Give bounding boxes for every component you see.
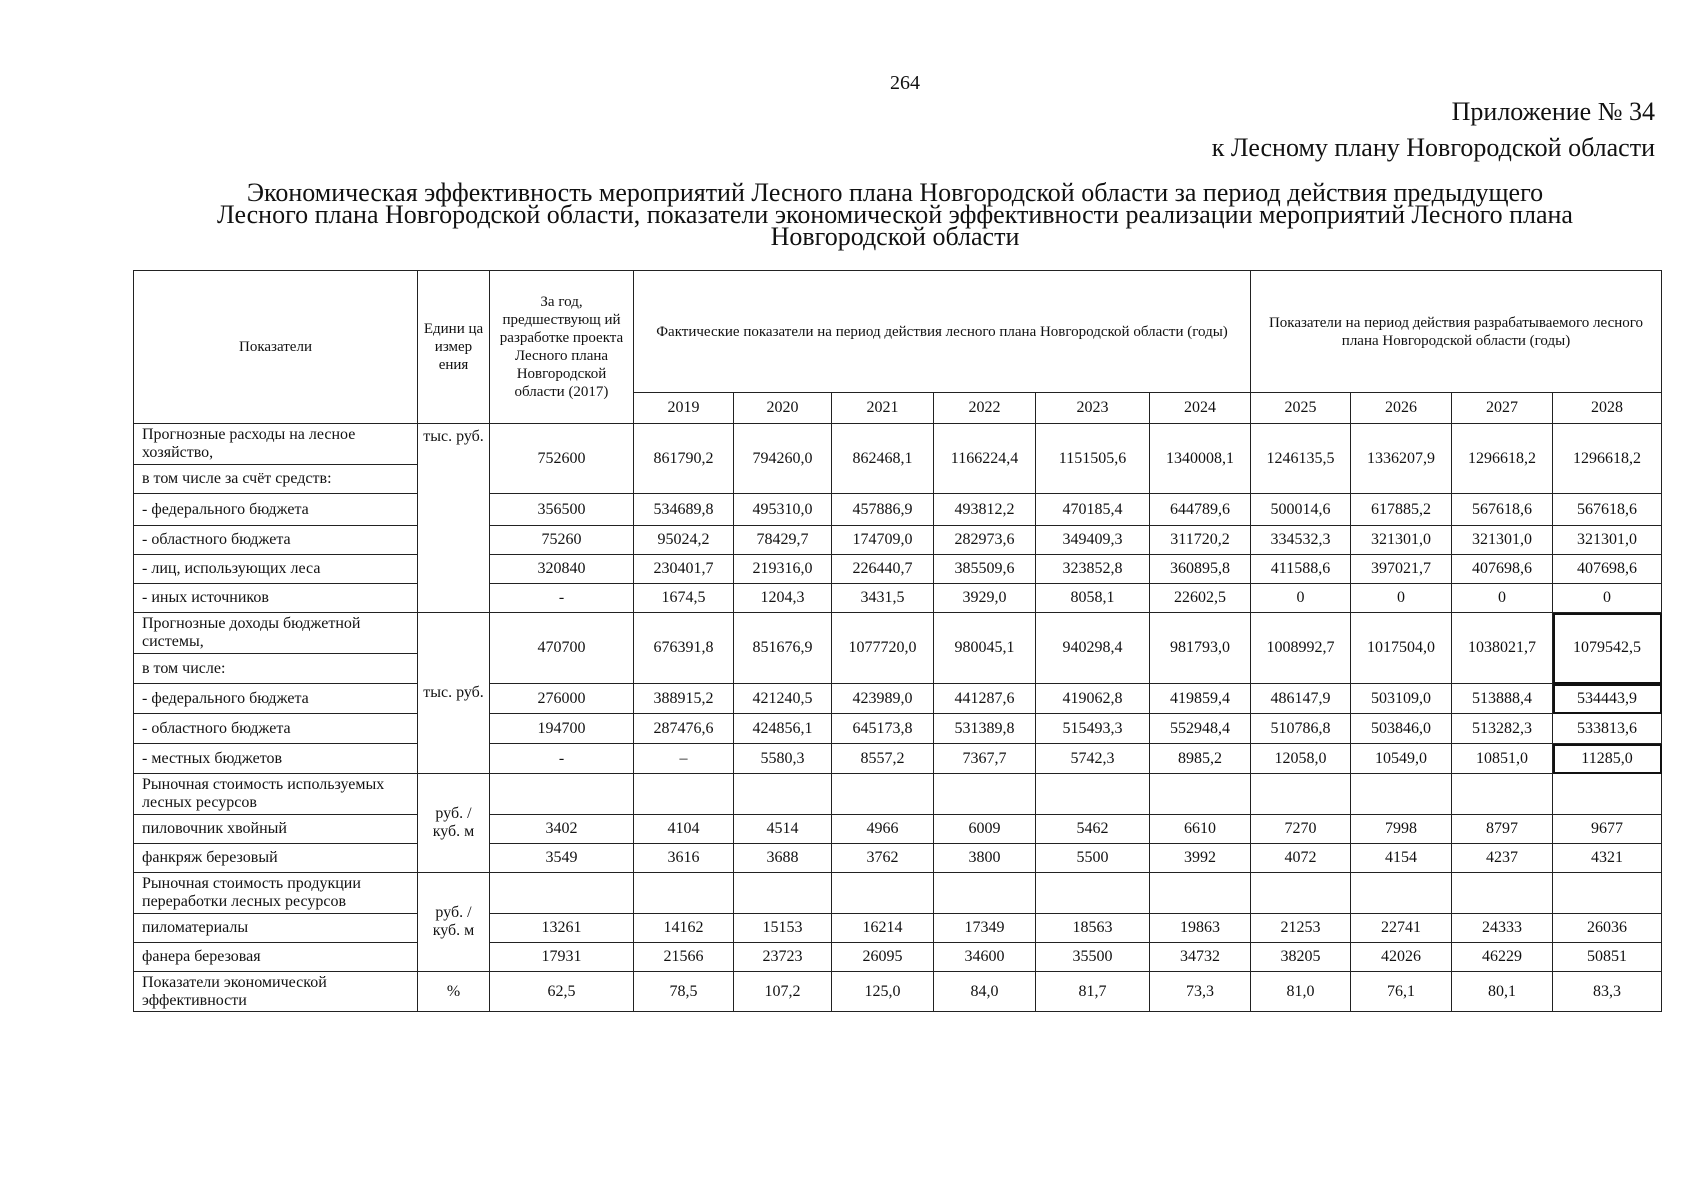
value-cell: 9677 [1553, 815, 1662, 844]
empty-cell [832, 774, 934, 815]
row-label: Рыночная стоимость используемых лесных ресурсов [134, 774, 418, 815]
value-cell: 419062,8 [1036, 684, 1150, 714]
value-cell: 276000 [490, 684, 634, 714]
row-label: в том числе: [134, 654, 418, 684]
header-plan-period: Показатели на период действия разрабатываемого лесного плана Новгородской области (годы) [1251, 271, 1662, 393]
value-cell: 321301,0 [1553, 526, 1662, 555]
value-cell: 334532,3 [1251, 526, 1351, 555]
value-cell: 534443,9 [1553, 684, 1662, 714]
value-cell: 311720,2 [1150, 526, 1251, 555]
table-row [134, 744, 1662, 774]
header-year: 2020 [734, 393, 832, 424]
value-cell: 34732 [1150, 943, 1251, 972]
value-cell: 1151505,6 [1036, 424, 1150, 494]
value-cell: 441287,6 [934, 684, 1036, 714]
row-label: - областного бюджета [134, 526, 418, 555]
value-cell: 84,0 [934, 972, 1036, 1012]
value-cell: 8985,2 [1150, 744, 1251, 774]
value-cell: 19863 [1150, 914, 1251, 943]
unit-cell: тыс. руб. [418, 613, 490, 774]
value-cell: 421240,5 [734, 684, 832, 714]
table-row [134, 684, 1662, 714]
title-line-3: Новгородской области [770, 222, 1020, 251]
value-cell: 282973,6 [934, 526, 1036, 555]
value-cell: 3929,0 [934, 584, 1036, 613]
value-cell: 3992 [1150, 844, 1251, 873]
value-cell: 230401,7 [634, 555, 734, 584]
value-cell: 407698,6 [1452, 555, 1553, 584]
value-cell: 1246135,5 [1251, 424, 1351, 494]
value-cell: 21253 [1251, 914, 1351, 943]
empty-cell [1251, 774, 1351, 815]
value-cell: 360895,8 [1150, 555, 1251, 584]
row-label: - федерального бюджета [134, 684, 418, 714]
value-cell: 388915,2 [634, 684, 734, 714]
value-cell: 5580,3 [734, 744, 832, 774]
empty-cell [1553, 873, 1662, 914]
appendix-caption [1212, 94, 1655, 166]
value-cell: 617885,2 [1351, 494, 1452, 526]
value-cell: 851676,9 [734, 613, 832, 684]
empty-cell [734, 873, 832, 914]
value-cell: 21566 [634, 943, 734, 972]
value-cell: 4321 [1553, 844, 1662, 873]
unit-cell: руб. / куб. м [418, 774, 490, 873]
value-cell: 457886,9 [832, 494, 934, 526]
value-cell: 7367,7 [934, 744, 1036, 774]
value-cell: 4104 [634, 815, 734, 844]
empty-cell [634, 873, 734, 914]
value-cell: 349409,3 [1036, 526, 1150, 555]
value-cell: 81,0 [1251, 972, 1351, 1012]
row-label: - областного бюджета [134, 714, 418, 744]
empty-cell [832, 873, 934, 914]
header-base-year: За год, предшествующ ий разработке проекта Лесного плана Новгородской области (2017) [490, 271, 634, 424]
value-cell: 78,5 [634, 972, 734, 1012]
empty-cell [490, 774, 634, 815]
value-cell: – [634, 744, 734, 774]
value-cell: 533813,6 [1553, 714, 1662, 744]
value-cell: 8058,1 [1036, 584, 1150, 613]
table-row [134, 943, 1662, 972]
value-cell: 50851 [1553, 943, 1662, 972]
value-cell: - [490, 744, 634, 774]
unit-cell: руб. / куб. м [418, 873, 490, 972]
value-cell: 6009 [934, 815, 1036, 844]
value-cell: 407698,6 [1553, 555, 1662, 584]
value-cell: 397021,7 [1351, 555, 1452, 584]
table-row [134, 844, 1662, 873]
row-label: пиловочник хвойный [134, 815, 418, 844]
value-cell: 1340008,1 [1150, 424, 1251, 494]
value-cell: 10851,0 [1452, 744, 1553, 774]
table-row [134, 873, 1662, 914]
value-cell: 320840 [490, 555, 634, 584]
header-year: 2027 [1452, 393, 1553, 424]
value-cell: 510786,8 [1251, 714, 1351, 744]
empty-cell [1150, 774, 1251, 815]
value-cell: 95024,2 [634, 526, 734, 555]
empty-cell [1351, 774, 1452, 815]
value-cell: 62,5 [490, 972, 634, 1012]
header-year: 2019 [634, 393, 734, 424]
value-cell: 515493,3 [1036, 714, 1150, 744]
value-cell: 75260 [490, 526, 634, 555]
header-year: 2021 [832, 393, 934, 424]
value-cell: 5500 [1036, 844, 1150, 873]
value-cell: 3616 [634, 844, 734, 873]
empty-cell [1452, 774, 1553, 815]
header-year: 2025 [1251, 393, 1351, 424]
table-row [134, 815, 1662, 844]
value-cell: 42026 [1351, 943, 1452, 972]
value-cell: 940298,4 [1036, 613, 1150, 684]
value-cell: 644789,6 [1150, 494, 1251, 526]
value-cell: - [490, 584, 634, 613]
value-cell: 1079542,5 [1553, 613, 1662, 684]
row-label: - иных источников [134, 584, 418, 613]
value-cell: 419859,4 [1150, 684, 1251, 714]
row-label: - местных бюджетов [134, 744, 418, 774]
header-indicators: Показатели [134, 271, 418, 424]
empty-cell [934, 873, 1036, 914]
page-number: 264 [890, 72, 920, 94]
empty-cell [1452, 873, 1553, 914]
value-cell: 23723 [734, 943, 832, 972]
value-cell: 81,7 [1036, 972, 1150, 1012]
value-cell: 174709,0 [832, 526, 934, 555]
value-cell: 1674,5 [634, 584, 734, 613]
value-cell: 22602,5 [1150, 584, 1251, 613]
value-cell: 1038021,7 [1452, 613, 1553, 684]
value-cell: 534689,8 [634, 494, 734, 526]
title-line-1: Экономическая эффективность мероприятий Лесного плана Новгородской области за период действия предыдущего [246, 178, 1544, 207]
value-cell: 17931 [490, 943, 634, 972]
header-year: 2022 [934, 393, 1036, 424]
value-cell: 3800 [934, 844, 1036, 873]
row-label: Прогнозные расходы на лесное хозяйство, [134, 424, 418, 465]
empty-cell [1036, 873, 1150, 914]
value-cell: 26036 [1553, 914, 1662, 943]
empty-cell [1553, 774, 1662, 815]
value-cell: 4154 [1351, 844, 1452, 873]
value-cell: 423989,0 [832, 684, 934, 714]
value-cell: 493812,2 [934, 494, 1036, 526]
value-cell: 3549 [490, 844, 634, 873]
header-year: 2024 [1150, 393, 1251, 424]
appendix-reference: к Лесному плану Новгородской области [1211, 133, 1655, 162]
value-cell: 794260,0 [734, 424, 832, 494]
value-cell: 46229 [1452, 943, 1553, 972]
value-cell: 486147,9 [1251, 684, 1351, 714]
table-row [134, 613, 1662, 654]
value-cell: 513282,3 [1452, 714, 1553, 744]
value-cell: 0 [1452, 584, 1553, 613]
efficiency-table [133, 270, 1662, 1012]
unit-cell: тыс. руб. [418, 424, 490, 613]
row-label: пиломатериалы [134, 914, 418, 943]
value-cell: 1166224,4 [934, 424, 1036, 494]
value-cell: 18563 [1036, 914, 1150, 943]
value-cell: 321301,0 [1351, 526, 1452, 555]
value-cell: 567618,6 [1452, 494, 1553, 526]
row-label: в том числе за счёт средств: [134, 465, 418, 494]
value-cell: 1336207,9 [1351, 424, 1452, 494]
value-cell: 4237 [1452, 844, 1553, 873]
value-cell: 513888,4 [1452, 684, 1553, 714]
value-cell: 17349 [934, 914, 1036, 943]
row-label: фанкряж березовый [134, 844, 418, 873]
value-cell: 323852,8 [1036, 555, 1150, 584]
value-cell: 385509,6 [934, 555, 1036, 584]
row-label: - лиц, использующих леса [134, 555, 418, 584]
empty-cell [1150, 873, 1251, 914]
value-cell: 26095 [832, 943, 934, 972]
document-title [130, 178, 1660, 251]
value-cell: 7998 [1351, 815, 1452, 844]
value-cell: 1077720,0 [832, 613, 934, 684]
value-cell: 38205 [1251, 943, 1351, 972]
row-label: - федерального бюджета [134, 494, 418, 526]
empty-cell [490, 873, 634, 914]
empty-cell [634, 774, 734, 815]
value-cell: 321301,0 [1452, 526, 1553, 555]
value-cell: 15153 [734, 914, 832, 943]
value-cell: 10549,0 [1351, 744, 1452, 774]
value-cell: 0 [1553, 584, 1662, 613]
value-cell: 552948,4 [1150, 714, 1251, 744]
value-cell: 862468,1 [832, 424, 934, 494]
row-label: фанера березовая [134, 943, 418, 972]
value-cell: 495310,0 [734, 494, 832, 526]
unit-cell: % [418, 972, 490, 1012]
value-cell: 3688 [734, 844, 832, 873]
value-cell: 4966 [832, 815, 934, 844]
empty-cell [1351, 873, 1452, 914]
value-cell: 219316,0 [734, 555, 832, 584]
header-actual-period: Фактические показатели на период действия лесного плана Новгородской области (годы) [634, 271, 1251, 393]
table-row [134, 494, 1662, 526]
value-cell: 861790,2 [634, 424, 734, 494]
header-year: 2026 [1351, 393, 1452, 424]
value-cell: 22741 [1351, 914, 1452, 943]
value-cell: 676391,8 [634, 613, 734, 684]
value-cell: 14162 [634, 914, 734, 943]
table-row [134, 424, 1662, 465]
value-cell: 34600 [934, 943, 1036, 972]
value-cell: 6610 [1150, 815, 1251, 844]
value-cell: 503109,0 [1351, 684, 1452, 714]
table-row [134, 714, 1662, 744]
value-cell: 125,0 [832, 972, 934, 1012]
value-cell: 194700 [490, 714, 634, 744]
value-cell: 8557,2 [832, 744, 934, 774]
value-cell: 35500 [1036, 943, 1150, 972]
value-cell: 752600 [490, 424, 634, 494]
value-cell: 567618,6 [1553, 494, 1662, 526]
table-row [134, 584, 1662, 613]
row-label: Показатели экономической эффективности [134, 972, 418, 1012]
value-cell: 0 [1351, 584, 1452, 613]
appendix-number: Приложение № 34 [1451, 97, 1655, 126]
value-cell: 4514 [734, 815, 832, 844]
table-row [134, 555, 1662, 584]
value-cell: 470185,4 [1036, 494, 1150, 526]
header-year: 2028 [1553, 393, 1662, 424]
empty-cell [1036, 774, 1150, 815]
value-cell: 5742,3 [1036, 744, 1150, 774]
value-cell: 4072 [1251, 844, 1351, 873]
value-cell: 287476,6 [634, 714, 734, 744]
empty-cell [1251, 873, 1351, 914]
value-cell: 356500 [490, 494, 634, 526]
header-year: 2023 [1036, 393, 1150, 424]
value-cell: 3402 [490, 815, 634, 844]
value-cell: 411588,6 [1251, 555, 1351, 584]
value-cell: 470700 [490, 613, 634, 684]
value-cell: 503846,0 [1351, 714, 1452, 744]
value-cell: 5462 [1036, 815, 1150, 844]
row-label: Рыночная стоимость продукции переработки лесных ресурсов [134, 873, 418, 914]
table-row [134, 774, 1662, 815]
row-label: Прогнозные доходы бюджетной системы, [134, 613, 418, 654]
value-cell: 78429,7 [734, 526, 832, 555]
table-row [134, 526, 1662, 555]
value-cell: 11285,0 [1553, 744, 1662, 774]
efficiency-table-wrapper [133, 270, 1662, 1012]
value-cell: 980045,1 [934, 613, 1036, 684]
value-cell: 0 [1251, 584, 1351, 613]
value-cell: 424856,1 [734, 714, 832, 744]
value-cell: 1204,3 [734, 584, 832, 613]
value-cell: 226440,7 [832, 555, 934, 584]
value-cell: 8797 [1452, 815, 1553, 844]
value-cell: 16214 [832, 914, 934, 943]
value-cell: 76,1 [1351, 972, 1452, 1012]
empty-cell [934, 774, 1036, 815]
value-cell: 24333 [1452, 914, 1553, 943]
header-unit: Едини ца измер ения [418, 271, 490, 424]
empty-cell [734, 774, 832, 815]
value-cell: 13261 [490, 914, 634, 943]
value-cell: 3762 [832, 844, 934, 873]
value-cell: 1017504,0 [1351, 613, 1452, 684]
value-cell: 3431,5 [832, 584, 934, 613]
value-cell: 7270 [1251, 815, 1351, 844]
value-cell: 73,3 [1150, 972, 1251, 1012]
value-cell: 1008992,7 [1251, 613, 1351, 684]
value-cell: 80,1 [1452, 972, 1553, 1012]
title-line-2: Лесного плана Новгородской области, показатели экономической эффективности реализации мероприятий Лесного плана [217, 200, 1573, 229]
value-cell: 500014,6 [1251, 494, 1351, 526]
value-cell: 12058,0 [1251, 744, 1351, 774]
value-cell: 645173,8 [832, 714, 934, 744]
value-cell: 83,3 [1553, 972, 1662, 1012]
table-row [134, 972, 1662, 1012]
value-cell: 1296618,2 [1452, 424, 1553, 494]
value-cell: 981793,0 [1150, 613, 1251, 684]
value-cell: 1296618,2 [1553, 424, 1662, 494]
value-cell: 531389,8 [934, 714, 1036, 744]
table-row [134, 914, 1662, 943]
value-cell: 107,2 [734, 972, 832, 1012]
